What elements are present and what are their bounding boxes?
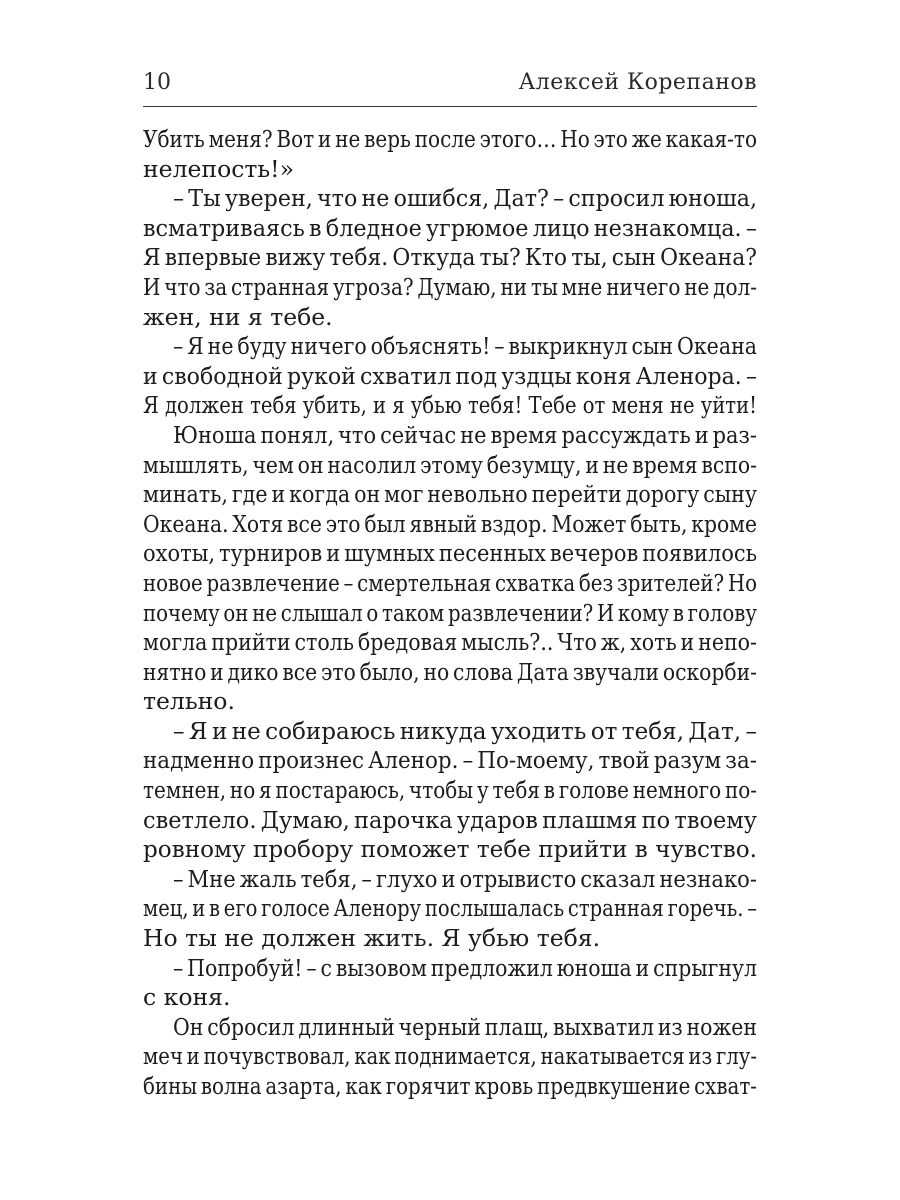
text-line: – Я и не собираюсь никуда уходить от тебя, Дат, – <box>173 716 757 745</box>
text-line: меч и почувствовал, как поднимается, накатывается из глу- <box>143 1042 757 1071</box>
text-line: – Попробуй! – с вызовом предложил юноша и спрыгнул <box>173 953 757 982</box>
text-line: новое развлечение – смертельная схватка без зрителей? Но <box>143 568 757 597</box>
text-line: бины волна азарта, как горячит кровь предвкушение схват- <box>143 1072 757 1100</box>
text-line: – Я не буду ничего объяснять! – выкрикнул сын Океана <box>173 332 757 361</box>
text-line: тельно. <box>143 687 235 716</box>
text-line: мышлять, чем он насолил этому безумцу, и не время вспо- <box>143 450 757 479</box>
text-line: светлело. Думаю, парочка ударов плашмя по твоему <box>143 805 757 834</box>
text-line: Он сбросил длинный черный плащ, выхватил из ножен <box>173 1012 757 1041</box>
text-line: почему он не слышал о таком развлечении? И кому в голову <box>143 598 757 627</box>
running-title: Алексей Корепанов <box>518 70 757 95</box>
text-line: с коня. <box>143 983 231 1012</box>
text-line: могла прийти столь бредовая мысль?.. Что ж, хоть и непо- <box>143 628 757 657</box>
text-line: Я должен тебя убить, и я убью тебя! Тебе от меня не уйти! <box>143 391 757 420</box>
text-line: – Мне жаль тебя, – глухо и отрывисто сказал незнако- <box>173 864 757 893</box>
text-line: Океана. Хотя все это был явный вздор. Может быть, кроме <box>143 509 757 538</box>
text-line: охоты, турниров и шумных песенных вечеров появилось <box>143 539 757 568</box>
text-line: нелепость!» <box>143 154 294 183</box>
text-line: – Ты уверен, что не ошибся, Дат? – спросил юноша, <box>173 184 757 213</box>
text-line: Я впервые вижу тебя. Откуда ты? Кто ты, сын Океана? <box>143 243 757 272</box>
text-line: нятно и дико все это было, но слова Дата звучали оскорби- <box>143 657 757 686</box>
text-line: и свободной рукой схватил под уздцы коня Аленора. – <box>143 361 757 390</box>
running-head <box>143 62 757 102</box>
text-line: ровному пробору поможет тебе прийти в чувство. <box>143 835 757 864</box>
header-rule <box>143 106 757 107</box>
text-line: Но ты не должен жить. Я убью тебя. <box>143 924 601 953</box>
text-line: темнен, но я постараюсь, чтобы у тебя в голове немного по- <box>143 776 757 805</box>
body-text <box>143 125 757 1102</box>
text-line: Юноша понял, что сейчас не время рассуждать и раз- <box>173 420 757 449</box>
text-line: минать, где и когда он мог невольно перейти дорогу сыну <box>143 480 757 509</box>
text-line: надменно произнес Аленор. – По-моему, твой разум за- <box>143 746 757 775</box>
text-line: И что за странная угроза? Думаю, ни ты мне ничего не дол- <box>143 272 757 301</box>
page-number: 10 <box>143 70 171 95</box>
text-line: жен, ни я тебе. <box>143 302 333 331</box>
text-line: Убить меня? Вот и не верь после этого… Но это же какая-то <box>143 125 757 153</box>
text-line: мец, и в его голосе Аленору послышалась странная горечь. – <box>143 894 757 923</box>
text-line: всматриваясь в бледное угрюмое лицо незнакомца. – <box>143 213 757 242</box>
